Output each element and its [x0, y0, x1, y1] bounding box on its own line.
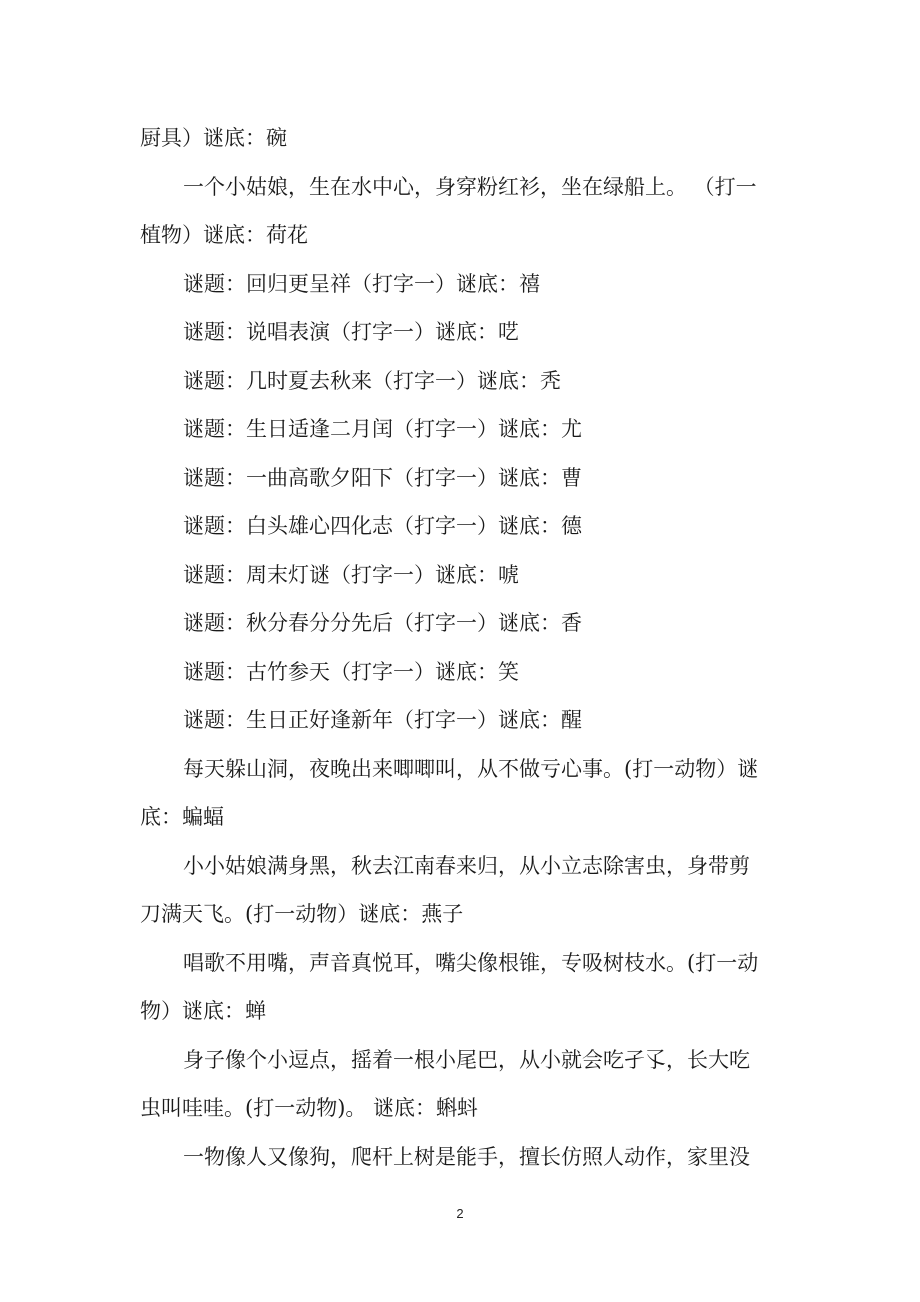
riddle-line: 谜题：说唱表演（打字一）谜底：呓	[183, 320, 519, 344]
text-line: 一个小姑娘，生在水中心，身穿粉红衫，坐在绿船上。 （打一	[183, 174, 757, 199]
text-line: 每天躲山洞，夜晚出来唧唧叫，从不做亏心事。(打一动物）谜	[183, 756, 759, 781]
riddle-line: 谜题：生日正好逢新年（打字一）谜底：醒	[183, 708, 582, 732]
text-line: 物）谜底：蝉	[140, 999, 266, 1023]
riddle-line: 谜题：回归更呈祥（打字一）谜底：禧	[183, 271, 540, 296]
text-line: 植物）谜底：荷花	[140, 223, 308, 247]
text-line: 唱歌不用嘴，声音真悦耳，嘴尖像根锥，专吸树枝水。(打一动	[183, 950, 759, 975]
text-line: 身子像个小逗点，摇着一根小尾巴，从小就会吃孑孓，长大吃	[183, 1047, 750, 1072]
riddle-line: 谜题：周末灯谜（打字一）谜底：唬	[183, 562, 519, 587]
text-line: 刀满天飞。(打一动物）谜底：燕子	[140, 902, 464, 926]
text-line: 一物像人又像狗，爬杆上树是能手，擅长仿照人动作，家里没	[183, 1144, 750, 1169]
riddle-line: 谜题：白头雄心四化志（打字一）谜底：德	[183, 514, 582, 538]
text-line: 厨具）谜底：碗	[140, 126, 287, 150]
riddle-line: 谜题：古竹参天（打字一）谜底：笑	[183, 659, 519, 684]
text-line: 底：蝙蝠	[140, 805, 224, 829]
body-text	[140, 114, 790, 1181]
text-line: 小小姑娘满身黑，秋去江南春来归，从小立志除害虫，身带剪	[183, 853, 750, 878]
text-line: 虫叫哇哇。(打一动物)。 谜底：蝌蚪	[140, 1096, 479, 1120]
riddle-line: 谜题：一曲高歌夕阳下（打字一）谜底：曹	[183, 465, 582, 490]
riddle-line: 谜题：生日适逢二月闰（打字一）谜底：尤	[183, 417, 582, 441]
riddle-line: 谜题：几时夏去秋来（打字一）谜底：秃	[183, 368, 561, 393]
page-number: 2	[456, 1206, 464, 1221]
riddle-line: 谜题：秋分春分分先后（打字一）谜底：香	[183, 611, 582, 635]
